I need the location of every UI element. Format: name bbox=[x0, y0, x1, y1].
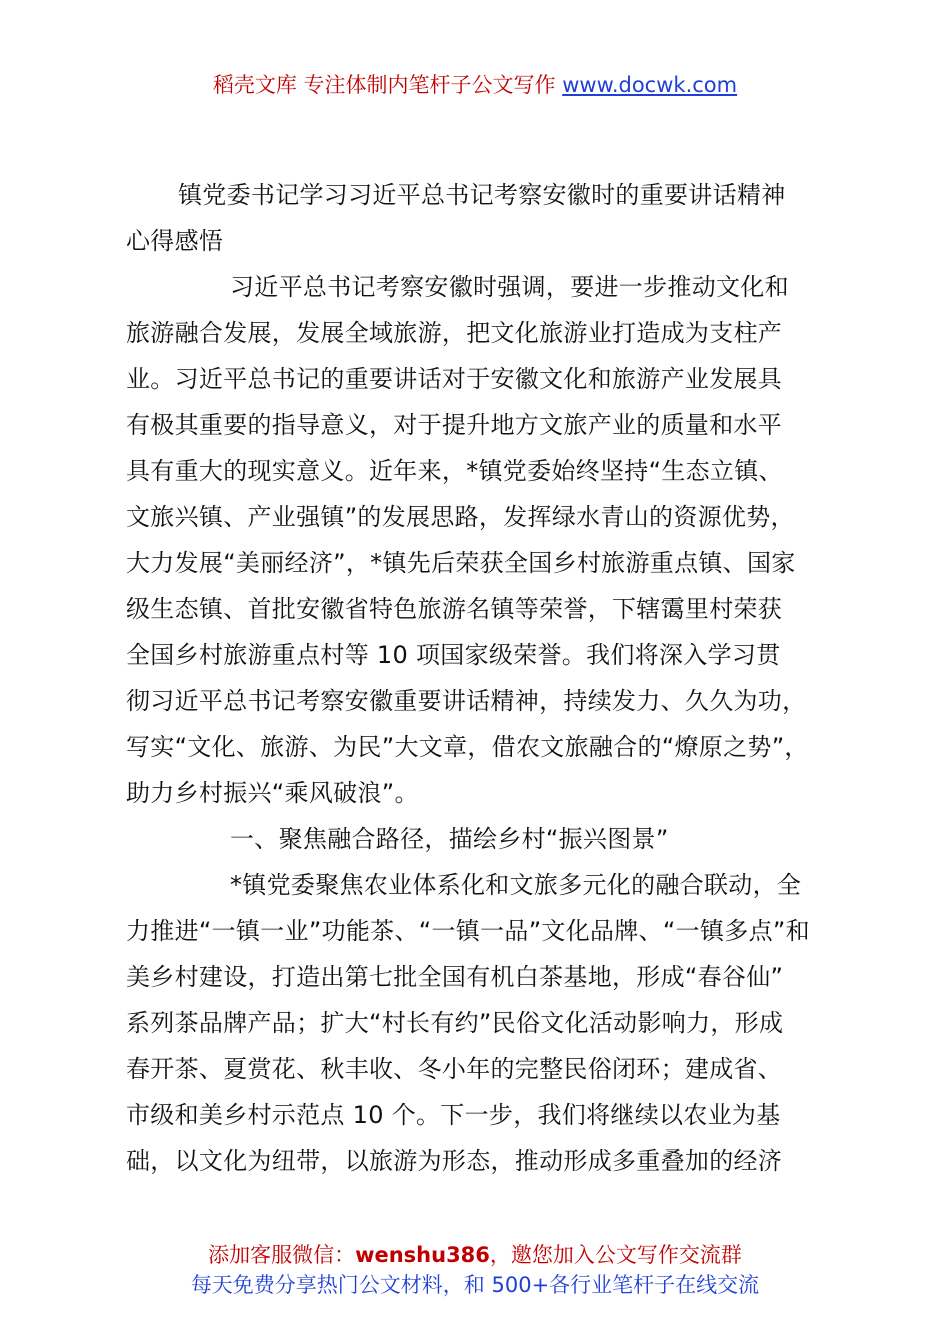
footer-promo-line: 每天免费分享热门公文材料，和 500+各行业笔杆子在线交流 bbox=[190, 1273, 760, 1297]
paragraph-line: 全国乡村旅游重点村等 10 项国家级荣誉。我们将深入学习贯 bbox=[126, 641, 781, 669]
section-heading: 一、聚焦融合路径，描绘乡村“振兴图景” bbox=[230, 825, 669, 853]
paragraph-line: 旅游融合发展，发展全域旅游，把文化旅游业打造成为支柱产 bbox=[126, 319, 783, 347]
paragraph-line: 写实“文化、旅游、为民”大文章，借农文旅融合的“燎原之势”， bbox=[126, 733, 809, 761]
footer-contact-suffix: ，邀您加入公文写作交流群 bbox=[489, 1243, 742, 1267]
article-title-line: 镇党委书记学习习近平总书记考察安徽时的重要讲话精神 bbox=[178, 181, 786, 209]
paragraph-line: 彻习近平总书记考察安徽重要讲话精神，持续发力、久久为功， bbox=[126, 687, 807, 715]
paragraph-line: 美乡村建设，打造出第七批全国有机白茶基地，形成“春谷仙” bbox=[126, 963, 784, 991]
paragraph-line: 有极其重要的指导意义，对于提升地方文旅产业的质量和水平 bbox=[126, 411, 783, 439]
paragraph-line: 系列茶品牌产品；扩大“村长有约”民俗文化活动影响力，形成 bbox=[126, 1009, 784, 1037]
paragraph-line: 力推进“一镇一业”功能茶、“一镇一品”文化品牌、“一镇多点”和 bbox=[126, 917, 810, 945]
footer-contact-line bbox=[0, 1240, 950, 1270]
paragraph-line: 础，以文化为纽带，以旅游为形态，推动形成多重叠加的经济 bbox=[126, 1147, 783, 1175]
paragraph-line: 具有重大的现实意义。近年来，*镇党委始终坚持“生态立镇、 bbox=[126, 457, 783, 485]
paragraph-line: 春开茶、夏赏花、秋丰收、冬小年的完整民俗闭环；建成省、 bbox=[126, 1055, 783, 1083]
site-label: 稻壳文库 专注体制内笔杆子公文写作 bbox=[212, 73, 563, 97]
paragraph-line: 级生态镇、首批安徽省特色旅游名镇等荣誉，下辖霭里村荣获 bbox=[126, 595, 783, 623]
paragraph-line: 市级和美乡村示范点 10 个。下一步，我们将继续以农业为基 bbox=[126, 1101, 781, 1129]
paragraph-line: *镇党委聚焦农业体系化和文旅多元化的融合联动，全 bbox=[230, 871, 802, 899]
paragraph-line: 文旅兴镇、产业强镇”的发展思路，发挥绿水青山的资源优势， bbox=[126, 503, 795, 531]
paragraph-line: 大力发展“美丽经济”，*镇先后荣获全国乡村旅游重点镇、国家 bbox=[126, 549, 796, 577]
paragraph-line: 习近平总书记考察安徽时强调，要进一步推动文化和 bbox=[230, 273, 789, 301]
paragraph-line: 助力乡村振兴“乘风破浪”。 bbox=[126, 779, 419, 807]
footer-contact-prefix: 添加客服微信： bbox=[208, 1243, 356, 1267]
article-body bbox=[126, 172, 838, 1184]
paragraph-line: 业。习近平总书记的重要讲话对于安徽文化和旅游产业发展具 bbox=[126, 365, 783, 393]
site-url-link[interactable]: www.docwk.com bbox=[562, 73, 738, 97]
wechat-id: wenshu386 bbox=[355, 1243, 490, 1267]
article-title-line: 心得感悟 bbox=[126, 227, 224, 255]
page-header bbox=[0, 70, 950, 100]
